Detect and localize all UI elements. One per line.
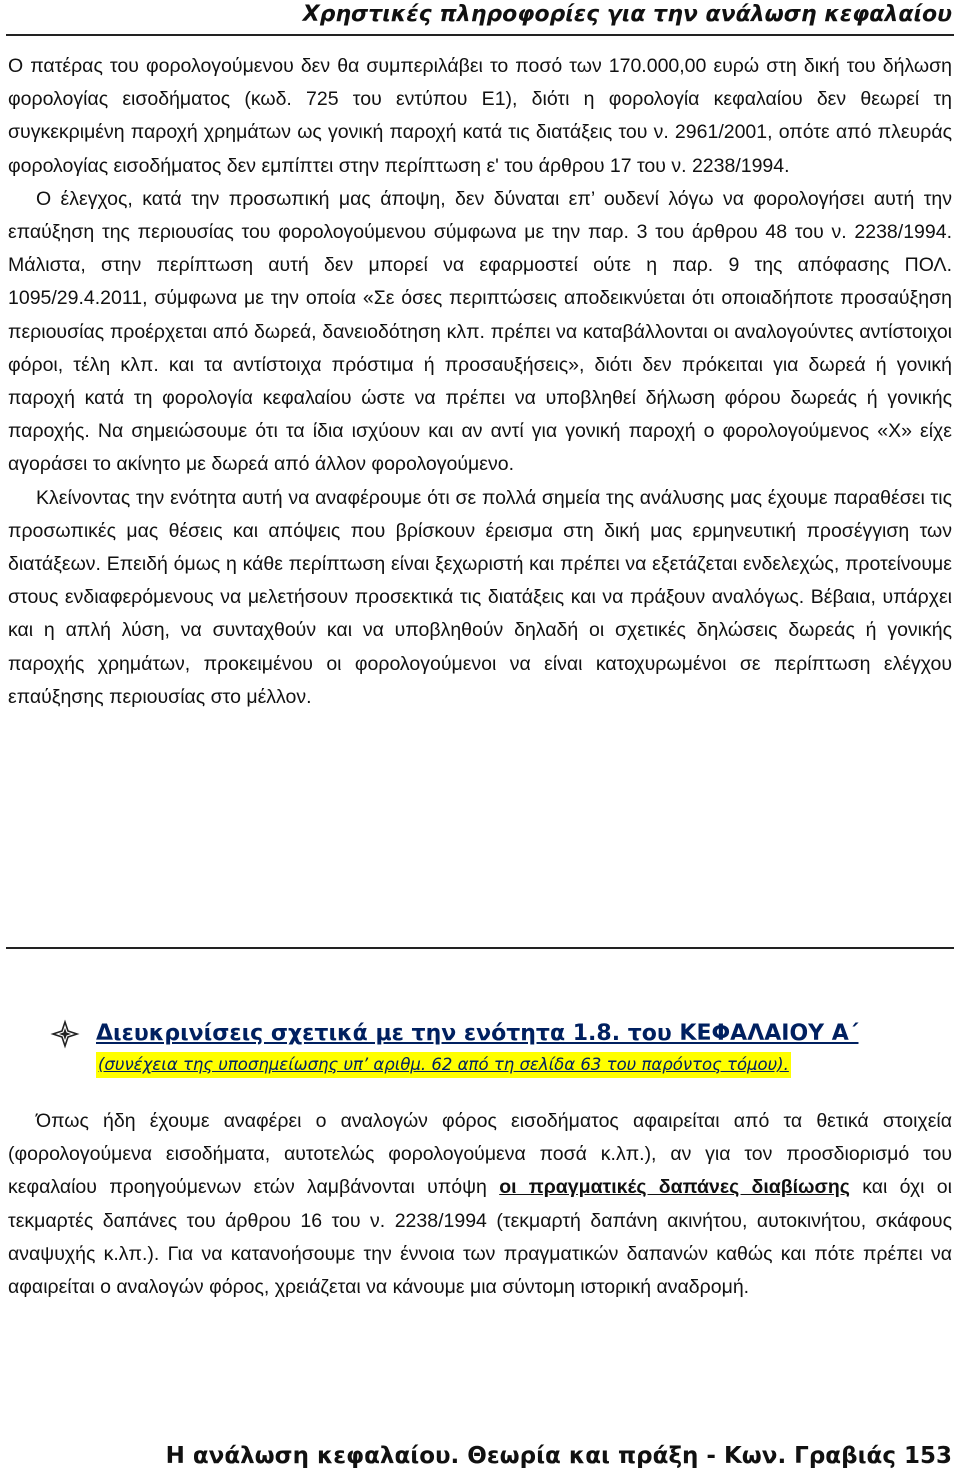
page-header-title: Χρηστικές πληροφορίες για την ανάλωση κεφαλαίου [302,2,952,27]
paragraph-4-start: Όπως ήδη έχουμε αναφέρει ο αναλογών φόρος εισοδήματος αφαιρείται από τα θετικά στοιχεία (φορολογούμενα εισοδήματα, αυτοτελώς φορολογούμενα ποσά κ.λπ.), αν για τον προσδιορισμό του κεφαλαίου προηγούμενων ετών λαμβάνονται υπόψη [8,1110,952,1199]
paragraph-4-emphasis: οι πραγματικές δαπάνες διαβίωσης [499,1176,850,1199]
paragraph-4-end: και όχι οι τεκμαρτές δαπάνες του άρθρου 16 του ν. 2238/1994 (τεκμαρτή δαπάνη ακινήτου, αυτοκινήτου, σκάφους αναψυχής κ.λπ.). Για να κατανοήσουμε την έννοια των πραγματικών δαπανών καθώς και πότε πρέπει να αφαιρείται ο αναλογών φόρος, χρειάζεται να κάνουμε μια σύντομη ιστορική αναδρομή. [8,1176,952,1299]
section-heading-text: Διευκρινίσεις σχετικά με την ενότητα 1.8. του ΚΕΦΑΛΑΙΟΥ Α΄ [96,1021,859,1046]
paragraph-1: Ο πατέρας του φορολογούμενου δεν θα συμπεριλάβει το ποσό των 170.000,00 ευρώ στη δική του δήλωση φορολογίας εισοδήματος (κωδ. 725 του εντύπου Ε1), διότι η φορολογία κεφαλαίου δεν θεωρεί τη συγκεκριμένη παροχή χρημάτων ως γονική παροχή κατά τις διατάξεις του ν. 2961/2001, οπότε από πλευράς φορολογίας εισοδήματος δεν εμπίπτει στην περίπτωση ε' του άρθρου 17 του ν. 2238/1994. [8,55,952,177]
section-note: (συνέχεια της υποσημείωσης υπ’ αριθμ. 62 από τη σελίδα 63 του παρόντος τόμου). [96,1052,791,1078]
paragraph-4 [8,1105,952,1304]
page-footer: Η ανάλωση κεφαλαίου. Θεωρία και πράξη - Κων. Γραβιάς 153 [165,1443,952,1469]
body-text-top [8,50,952,714]
section-heading-line [50,1016,952,1052]
section-heading [50,1016,952,1078]
paragraph-3: Κλείνοντας την ενότητα αυτή να αναφέρουμε ότι σε πολλά σημεία της ανάλυσης μας έχουμε παραθέσει τις προσωπικές μας θέσεις και απόψεις που βρίσκουν έρεισμα στη δική μας ερμηνευτική προσέγγιση των διατάξεων. Επειδή όμως η κάθε περίπτωση είναι ξεχωριστή και πρέπει να εξετάζεται ενδελεχώς, προτείνουμε στους ενδιαφερόμενους να μελετήσουν προσεκτικά τις διατάξεις και να πράξουν αναλόγως. Βέβαια, υπάρχει και η απλή λύση, να συνταχθούν και να υποβληθούν δηλαδή οι σχετικές δηλώσεις δωρεάς ή γονικής παροχής χρημάτων, προκειμένου οι φορολογούμενοι να είναι κατοχυρωμένοι σε περίπτωση ελέγχου επαύξησης περιουσίας στο μέλλον. [8,486,952,708]
header-rule [6,34,954,36]
section-separator [6,947,954,949]
body-text-bottom [8,1105,952,1304]
diamond-bullet-icon [50,1019,80,1049]
paragraph-2: Ο έλεγχος, κατά την προσωπική μας άποψη, δεν δύναται επ’ ουδενί λόγω να φορολογήσει αυτή την επαύξηση της περιουσίας του φορολογούμενου σύμφωνα με την παρ. 3 του άρθρου 48 του ν. 2238/1994. Μάλιστα, στην περίπτωση αυτή δεν μπορεί να εφαρμοστεί ούτε η παρ. 9 της απόφασης ΠΟΛ. 1095/29.4.2011, σύμφωνα με την οποία «Σε όσες περιπτώσεις αποδεικνύεται ότι οποιαδήποτε προσαύξηση περιουσίας προέρχεται από δωρεά, δανειοδότηση κλπ. πρέπει να καταβάλλονται οι αναλογούντες αντίστοιχοι φόροι, τέλη κλπ. και τα αντίστοιχα πρόστιμα ή προσαυξήσεις», διότι δεν πρόκειται για δωρεά ή γονική παροχή κατά τη φορολογία κεφαλαίου ώστε να πρέπει να υποβληθεί δήλωση φόρου δωρεάς ή γονικής παροχής. Να σημειώσουμε ότι τα ίδια ισχύουν και αν αντί για γονική παροχή ο φορολογούμενος «Χ» είχε αγοράσει το ακίνητο με δωρεά από άλλον φορολογούμενο. [8,187,952,476]
